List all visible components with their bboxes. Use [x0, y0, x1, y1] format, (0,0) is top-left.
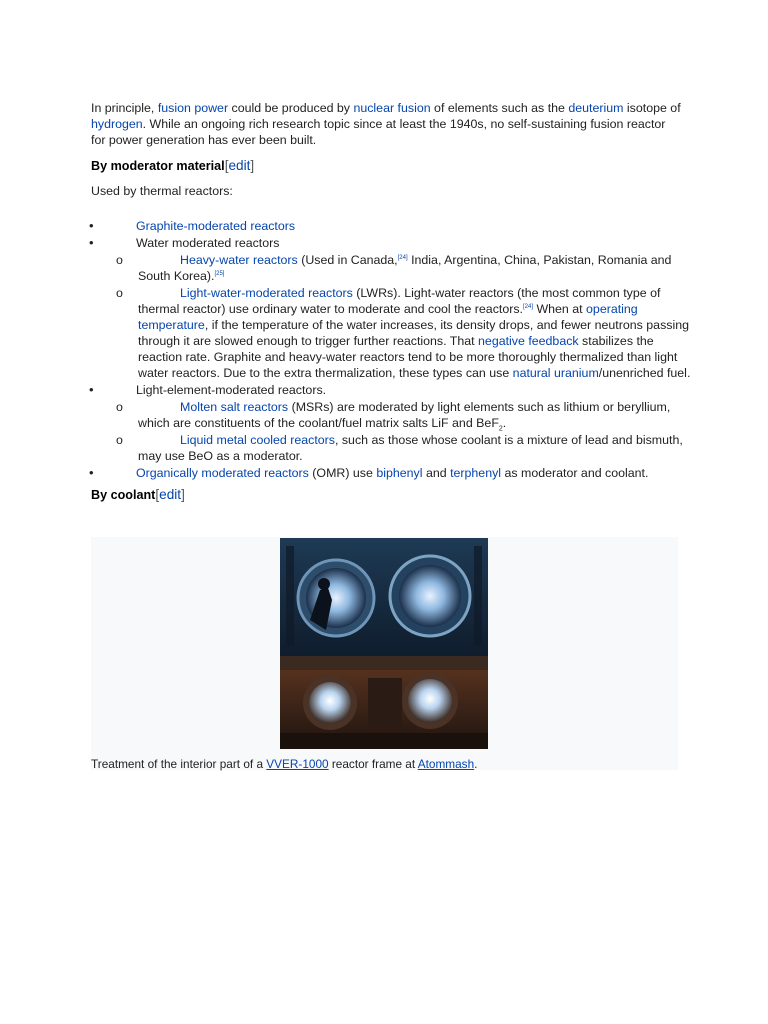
moderator-list: [91, 218, 691, 481]
item-text: , if the temperature of the water increases, its density drops, and fewer neutrons passing through it are slowed enough to trigger further reactions. That: [138, 318, 689, 348]
bullet-icon: •: [89, 465, 94, 480]
link-vver-1000[interactable]: VVER-1000: [266, 757, 329, 771]
edit-bracket: ]: [250, 158, 255, 173]
used-by-text: Used by thermal reactors:: [91, 184, 233, 198]
citation-25[interactable]: [25]: [214, 270, 225, 277]
link-terphenyl[interactable]: terphenyl: [450, 466, 502, 480]
reactor-frame-photo[interactable]: [280, 538, 488, 749]
article-body: [91, 100, 691, 503]
figure-box: [91, 537, 678, 770]
item-text: .: [502, 416, 507, 430]
intro-text: In principle,: [91, 101, 158, 115]
item-text: India, Argentina, China, Pakistan, Romania and South Korea).: [138, 253, 672, 283]
link-graphite-moderated[interactable]: Graphite-moderated reactors: [136, 219, 296, 233]
item-text: and: [422, 466, 451, 480]
intro-text: of elements such as the: [430, 101, 569, 115]
item-text: (MSRs) are moderated by light elements such as lithium or beryllium, which are constituents of the coolant/fuel matrix salts LiF and BeF: [138, 400, 671, 430]
edit-bracket: [: [155, 487, 160, 502]
list-item-organic: [91, 465, 691, 481]
sub-bullet-icon: o: [116, 253, 123, 267]
water-moderated-text: Water moderated reactors: [136, 236, 280, 250]
intro-paragraph: [91, 100, 681, 148]
edit-bracket: [: [224, 158, 229, 173]
subscript: 2: [498, 425, 503, 433]
link-liquid-metal[interactable]: Liquid metal cooled reactors: [180, 433, 335, 447]
section-heading-coolant: [91, 487, 691, 503]
list-item-water: [91, 235, 691, 251]
item-text: (OMR) use: [308, 466, 377, 480]
link-heavy-water[interactable]: Heavy-water reactors: [180, 253, 298, 267]
caption-text: .: [474, 757, 478, 771]
heading-text: By coolant: [91, 488, 156, 502]
item-text: (Used in Canada,: [297, 253, 398, 267]
link-hydrogen[interactable]: hydrogen: [91, 117, 143, 131]
list-item-light-element: [91, 382, 691, 398]
caption-text: Treatment of the interior part of a: [91, 757, 267, 771]
bullet-icon: •: [89, 218, 94, 233]
intro-text: could be produced by: [228, 101, 354, 115]
link-organically-moderated[interactable]: Organically moderated reactors: [136, 466, 309, 480]
item-text: /unenriched fuel.: [598, 366, 691, 380]
link-light-water[interactable]: Light-water-moderated reactors: [180, 286, 353, 300]
link-atommash[interactable]: Atommash: [417, 757, 475, 771]
citation-24[interactable]: [24]: [522, 303, 533, 310]
link-deuterium[interactable]: deuterium: [568, 101, 624, 115]
list-item-liquid-metal: [91, 432, 691, 464]
citation-24[interactable]: [24]: [397, 254, 408, 261]
caption-text: reactor frame at: [328, 757, 418, 771]
list-item-light-water: [91, 285, 691, 381]
edit-link-moderator[interactable]: edit: [228, 158, 251, 173]
link-natural-uranium[interactable]: natural uranium: [512, 366, 599, 380]
list-item-heavy-water: [91, 252, 691, 284]
list-item-graphite: [91, 218, 691, 234]
sub-bullet-icon: o: [116, 433, 123, 447]
item-text: as moderator and coolant.: [501, 466, 649, 480]
intro-text: isotope of: [623, 101, 681, 115]
figure-caption: [91, 756, 477, 772]
sub-bullet-icon: o: [116, 286, 123, 300]
intro-text: . While an ongoing rich research topic since at least the 1940s, no self-sustaining fusion reactor for power generation has ever been built.: [91, 117, 666, 147]
sub-bullet-icon: o: [116, 400, 123, 414]
section-heading-moderator: [91, 158, 691, 174]
item-text: stabilizes the reaction rate. Graphite and heavy-water reactors tend to be more thoroughly thermalized than light water reactors. Due to the extra thermalization, these types can use: [138, 334, 678, 380]
link-nuclear-fusion[interactable]: nuclear fusion: [353, 101, 431, 115]
item-text: (LWRs). Light-water reactors (the most common type of thermal reactor) use ordinary water to moderate and cool the reactors.: [138, 286, 661, 316]
light-element-text: Light-element-moderated reactors.: [136, 383, 327, 397]
link-biphenyl[interactable]: biphenyl: [376, 466, 423, 480]
list-item-molten-salt: [91, 399, 691, 431]
link-molten-salt[interactable]: Molten salt reactors: [180, 400, 289, 414]
item-text: When at: [533, 302, 587, 316]
bullet-icon: •: [89, 382, 94, 397]
edit-link-coolant[interactable]: edit: [159, 487, 182, 502]
edit-bracket: ]: [181, 487, 185, 502]
link-fusion-power[interactable]: fusion power: [157, 101, 229, 115]
link-negative-feedback[interactable]: negative feedback: [478, 334, 579, 348]
item-text: , such as those whose coolant is a mixture of lead and bismuth, may use BeO as a moderator.: [138, 433, 683, 463]
heading-text: By moderator material: [91, 159, 225, 173]
link-operating-temperature[interactable]: operating temperature: [138, 302, 638, 332]
bullet-icon: •: [89, 235, 94, 250]
